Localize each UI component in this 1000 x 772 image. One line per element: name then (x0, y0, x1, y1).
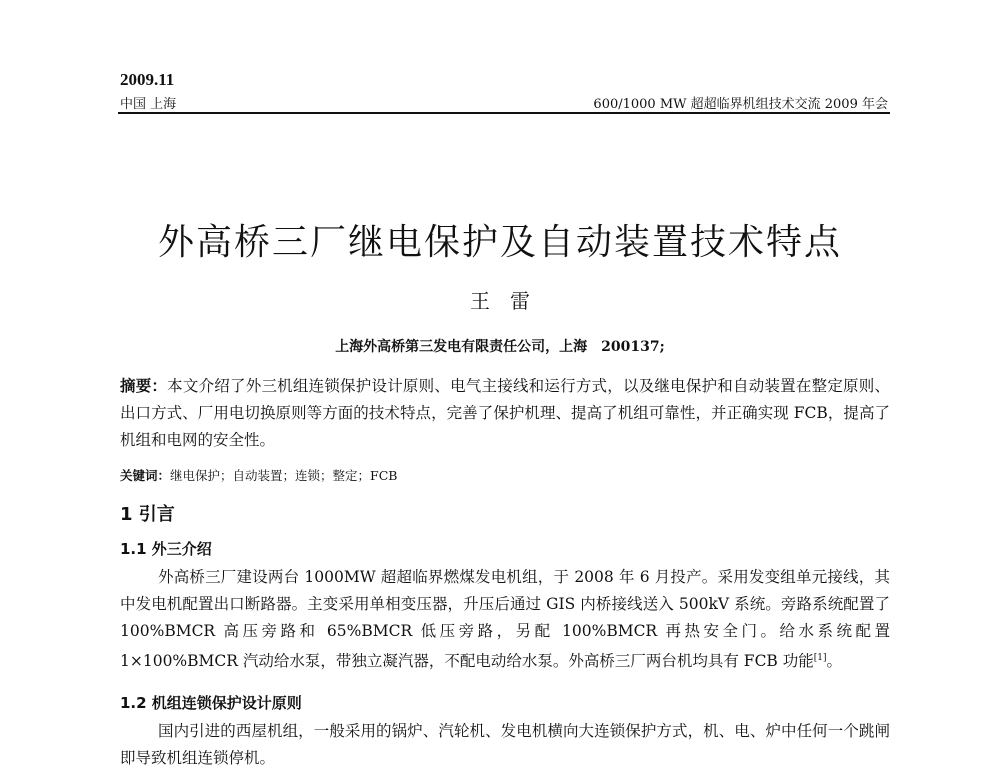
abstract-text: 本文介绍了外三机组连锁保护设计原则、电气主接线和运行方式，以及继电保护和自动装置在整定原则、出口方式、厂用电切换原则等方面的技术特点，完善了保护机理、提高了机组可靠性，并正确实现 FCB，提高了机组和电网的安全性。 (120, 377, 890, 449)
author: 王 雷 (470, 289, 530, 313)
section-heading-intro: 1 引言 (120, 504, 175, 525)
abstract (120, 372, 890, 454)
affiliation: 上海外高桥第三发电有限责任公司，上海 200137; (335, 339, 665, 355)
section-1-1-end: 。 (826, 652, 843, 671)
section-heading-1-2: 1.2 机组连锁保护设计原则 (120, 694, 302, 712)
keywords-text: 继电保护；自动装置；连锁；整定；FCB (170, 468, 398, 483)
abstract-label: 摘要： (120, 376, 168, 395)
section-1-1-body (120, 564, 890, 675)
paper-title: 外高桥三厂继电保护及自动装置技术特点 (157, 222, 842, 263)
header-conference: 600/1000 MW 超超临界机组技术交流 2009 年会 (593, 97, 888, 112)
keywords-label: 关键词： (120, 468, 171, 483)
reference-marker[interactable]: [1] (813, 653, 827, 663)
header-date: 2009.11 (120, 70, 175, 89)
header-rule (118, 112, 890, 114)
section-heading-1-1: 1.1 外三介绍 (120, 540, 212, 558)
header-location: 中国 上海 (120, 97, 177, 112)
keywords (120, 466, 397, 484)
section-1-2-body: 国内引进的西屋机组，一般采用的锅炉、汽轮机、发电机横向大连锁保护方式，机、电、炉中任何一个跳闸即导致机组连锁停机。 (120, 722, 890, 767)
section-1-1-text: 外高桥三厂建设两台 1000MW 超超临界燃煤发电机组，于 2008 年 6 月投产。采用发变组单元接线，其中发电机配置出口断路器。主变采用单相变压器，升压后通过 GIS 内桥接线送入 500kV 系统。旁路系统配置了 100%BMCR 高压旁路和 65%BMCR 低压旁路，另配 100%BMCR 再热安全门。给水系统配置 1×100%BMCR 汽动给水泵，带独立凝汽器，不配电动给水泵。外高桥三厂两台机均具有 FCB 功能 (120, 568, 890, 671)
